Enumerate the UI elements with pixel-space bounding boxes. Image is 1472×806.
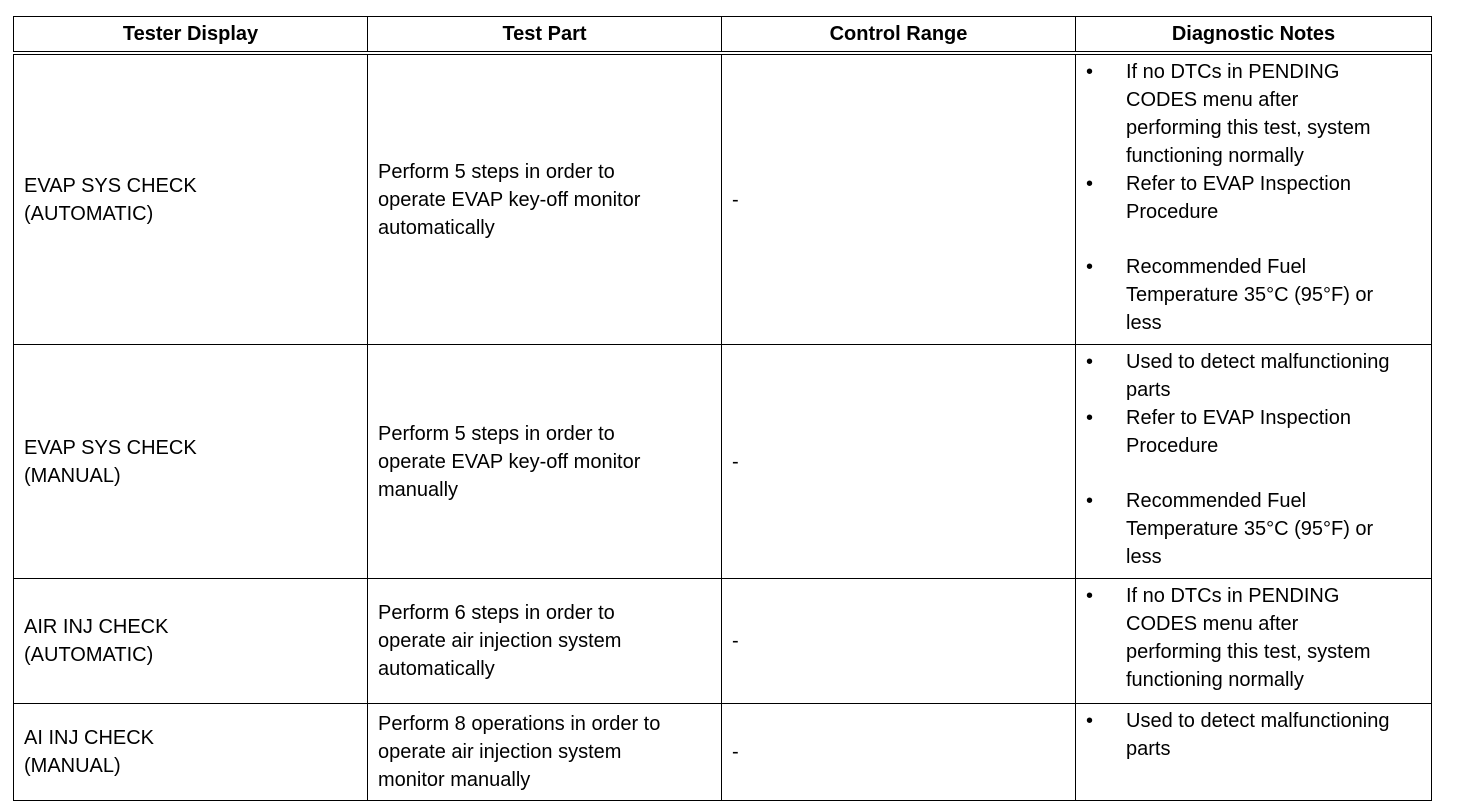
- note-item: [1076, 58, 1431, 170]
- test-part-cell: [368, 53, 722, 345]
- test-part-line: Perform 5 steps in order to: [378, 422, 615, 445]
- bullet-icon: •: [1086, 351, 1094, 373]
- tester-display-line: EVAP SYS CHECK: [24, 436, 197, 459]
- test-part-line: operate air injection system: [378, 630, 622, 652]
- table-row: [14, 53, 1432, 345]
- note-line: CODES menu after: [1126, 613, 1299, 635]
- test-part-line: automatically: [378, 216, 495, 239]
- note-line: parts: [1126, 379, 1171, 401]
- tester-display-line: (MANUAL): [24, 464, 121, 487]
- notes-list: [1076, 348, 1431, 571]
- table-row: [14, 345, 1432, 579]
- note-line: Procedure: [1126, 435, 1219, 457]
- notes-list: [1076, 582, 1431, 694]
- note-line: Used to detect malfunctioning: [1126, 710, 1390, 732]
- tester-display-cell: [14, 345, 368, 579]
- control-range-cell: -: [722, 345, 1076, 579]
- test-part-line: Perform 6 steps in order to: [378, 602, 615, 624]
- test-part-cell: [368, 579, 722, 704]
- note-line: Recommended Fuel: [1126, 490, 1307, 512]
- bullet-icon: •: [1086, 407, 1094, 429]
- header-diagnostic-notes: Diagnostic Notes: [1076, 17, 1432, 54]
- diagnostic-notes-cell: [1076, 53, 1432, 345]
- note-line: Refer to EVAP Inspection: [1126, 173, 1351, 195]
- header-tester-display: Tester Display: [14, 17, 368, 54]
- control-range-cell: -: [722, 704, 1076, 801]
- tester-display-line: (AUTOMATIC): [24, 202, 154, 225]
- bullet-icon: •: [1086, 710, 1094, 732]
- diagnostic-notes-cell: [1076, 345, 1432, 579]
- control-range-cell: -: [722, 579, 1076, 704]
- test-part-line: operate air injection system: [378, 741, 622, 763]
- note-line: performing this test, system: [1126, 117, 1371, 139]
- note-line: functioning normally: [1126, 669, 1304, 691]
- note-line: Temperature 35°C (95°F) or: [1126, 518, 1374, 540]
- test-part-line: Perform 8 operations in order to: [378, 713, 661, 735]
- note-line: Recommended Fuel: [1126, 256, 1307, 278]
- note-line: Procedure: [1126, 201, 1219, 223]
- header-test-part: Test Part: [368, 17, 722, 54]
- diagnostic-table-container: [13, 16, 1431, 801]
- bullet-icon: •: [1086, 585, 1094, 607]
- test-part-cell: [368, 345, 722, 579]
- note-line: performing this test, system: [1126, 641, 1371, 663]
- bullet-icon: •: [1086, 61, 1094, 83]
- note-item: [1076, 487, 1431, 571]
- test-part-line: automatically: [378, 658, 495, 680]
- note-line: parts: [1126, 738, 1171, 760]
- note-item: [1076, 170, 1431, 226]
- control-range-cell: -: [722, 53, 1076, 345]
- note-item: [1076, 404, 1431, 460]
- note-line: Refer to EVAP Inspection: [1126, 407, 1351, 429]
- note-line: Temperature 35°C (95°F) or: [1126, 284, 1374, 306]
- bullet-icon: •: [1086, 256, 1094, 278]
- active-test-table: [13, 16, 1432, 801]
- notes-list: [1076, 58, 1431, 337]
- note-item: [1076, 707, 1431, 763]
- note-line: If no DTCs in PENDING: [1126, 61, 1340, 83]
- header-control-range: Control Range: [722, 17, 1076, 54]
- note-item: [1076, 348, 1431, 404]
- tester-display-line: AIR INJ CHECK: [24, 616, 169, 638]
- diagnostic-notes-cell: [1076, 579, 1432, 704]
- test-part-line: operate EVAP key-off monitor: [378, 188, 641, 211]
- tester-display-cell: [14, 704, 368, 801]
- note-line: If no DTCs in PENDING: [1126, 585, 1340, 607]
- tester-display-line: (AUTOMATIC): [24, 644, 154, 666]
- tester-display-line: EVAP SYS CHECK: [24, 174, 197, 197]
- tester-display-line: AI INJ CHECK: [24, 727, 155, 749]
- note-line: less: [1126, 546, 1162, 568]
- tester-display-line: (MANUAL): [24, 755, 121, 777]
- test-part-line: operate EVAP key-off monitor: [378, 450, 641, 473]
- note-item: [1076, 582, 1431, 694]
- test-part-line: Perform 5 steps in order to: [378, 160, 615, 183]
- tester-display-cell: [14, 53, 368, 345]
- diagnostic-notes-cell: [1076, 704, 1432, 801]
- note-line: Used to detect malfunctioning: [1126, 351, 1390, 373]
- bullet-icon: •: [1086, 490, 1094, 512]
- notes-list: [1076, 707, 1431, 763]
- test-part-line: monitor manually: [378, 769, 531, 791]
- bullet-icon: •: [1086, 173, 1094, 195]
- note-line: CODES menu after: [1126, 89, 1299, 111]
- table-row: [14, 704, 1432, 801]
- tester-display-cell: [14, 579, 368, 704]
- note-line: less: [1126, 312, 1162, 334]
- test-part-cell: [368, 704, 722, 801]
- note-line: functioning normally: [1126, 145, 1304, 167]
- table-row: [14, 579, 1432, 704]
- header-row: [14, 17, 1432, 54]
- test-part-line: manually: [378, 478, 459, 501]
- note-item: [1076, 253, 1431, 337]
